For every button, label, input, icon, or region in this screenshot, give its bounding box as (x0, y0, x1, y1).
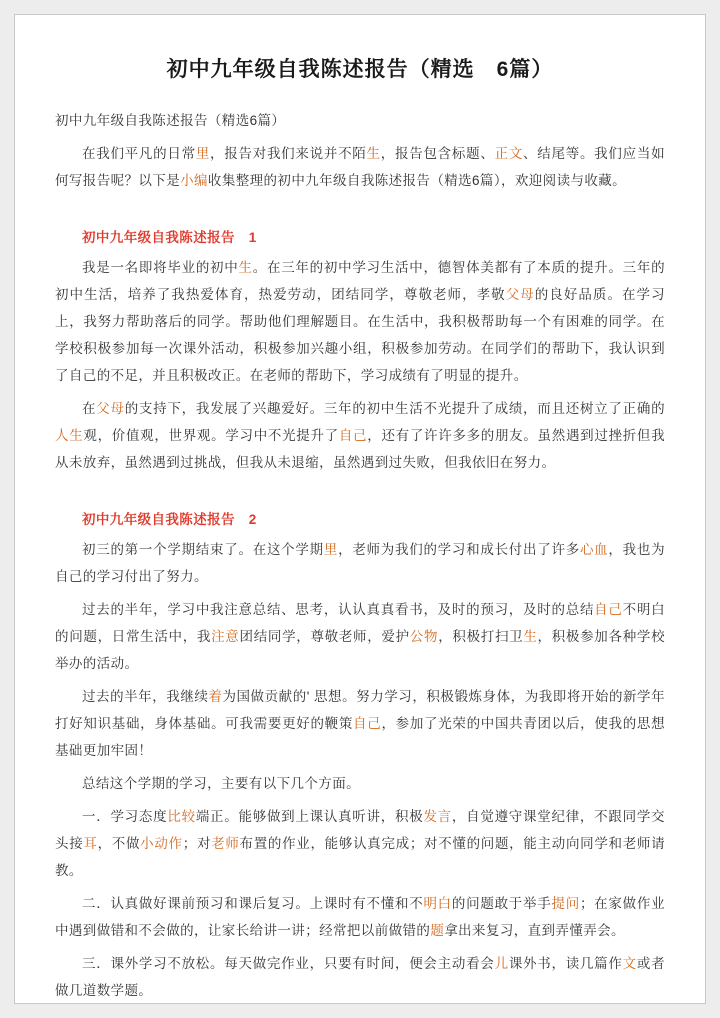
text-segment: 。在三年的初中学习生活中，德智体美都有了本质的提升。三年的初中生活，培养了我热爱体育，热爱劳动，团结同学，尊敬老师，孝敬 (55, 260, 665, 302)
text-segment: ，自觉遵守课堂纪律，不跟同学交头接 (55, 809, 665, 851)
text-segment: ，参加了光荣的中国共青团以后，使我的思想基础更加牢固！ (55, 716, 665, 758)
text-segment: 过去的半年，学习中我注意总结、思考，认认真真看书，及时的预习，及时的总结 (82, 602, 595, 617)
text-segment: 课外书，读几篇作 (508, 956, 623, 971)
text-segment: 或者做几道数学题。 (55, 956, 665, 998)
text-segment: 在 (82, 401, 97, 416)
highlighted-text: 老师 (211, 836, 240, 851)
text-segment: ，我也为自己的学习付出了努力。 (55, 542, 665, 584)
text-segment: 为国做贡献的' 思想。努力学习，积极锻炼身体，为我即将开始的新学年打好知识基础，身体基础。可我需要更好的鞭策 (55, 689, 665, 731)
highlighted-text: 公物 (409, 629, 439, 644)
paragraph (55, 536, 665, 590)
paragraph (55, 803, 665, 884)
paragraph (55, 596, 665, 677)
text-segment: 初三的第一个学期结束了。在这个学期 (82, 542, 324, 557)
text-segment: 我是一名即将毕业的初中 (82, 260, 239, 275)
highlighted-text: 人生 (55, 428, 84, 443)
text-segment: 初中九年级自我陈述报告 2 (82, 512, 257, 527)
text-segment: 三．课外学习不放松。每天做完作业，只要有时间，便会主动看会 (82, 956, 495, 971)
document-page (14, 14, 706, 1004)
paragraph (55, 770, 665, 797)
text-segment: 在我们平凡的日常 (82, 146, 196, 161)
highlighted-text: 儿 (494, 956, 509, 971)
text-segment: ；在家做作业中遇到做错和不会做的，让家长给讲一讲；经常把以前做错的 (55, 896, 665, 938)
highlighted-text: 小编 (180, 173, 208, 188)
text-segment: 的良好品质。在学习上，我努力帮助落后的同学。帮助他们理解题目。在生活中，我积极帮助每一个有困难的同学。在学校积极参加每一次课外活动，积极参加兴趣小组，积极参加劳动。在同学们的帮助下，我认识到了自己的不足，并且积极改正。在老师的帮助下，学习成绩有了明显的提升。 (55, 287, 665, 383)
text-segment: 二．认真做好课前预习和课后复习。上课时有不懂和不 (82, 896, 424, 911)
highlighted-text: 文 (622, 956, 637, 971)
highlighted-text: 自己 (353, 716, 382, 731)
text-segment: ；对 (182, 836, 212, 851)
paragraph (55, 890, 665, 944)
highlighted-text: 发言 (423, 809, 452, 824)
text-segment: 观，价值观，世界观。学习中不光提升了 (83, 428, 339, 443)
highlighted-text: 正文 (494, 146, 524, 161)
text-segment: 一．学习态度 (82, 809, 168, 824)
text-segment: 不明白的问题，日常生活中，我 (55, 602, 665, 644)
text-segment: 初中九年级自我陈述报告（精选6篇） (55, 113, 286, 128)
text-segment: 团结同学，尊敬老师，爱护 (239, 629, 410, 644)
text-segment: ，报告包含标题、 (380, 146, 495, 161)
paragraph (55, 254, 665, 389)
document-body (55, 107, 665, 1004)
highlighted-text: 注意 (211, 629, 240, 644)
highlighted-text: 父母 (96, 401, 125, 416)
text-segment: ，还有了许许多多的朋友。虽然遇到过挫折但我从未放弃，虽然遇到过挑战，但我从未退缩，虽然遇到过失败，但我依旧在努力。 (55, 428, 665, 470)
text-segment: 收集整理的初中九年级自我陈述报告（精选6篇），欢迎阅读与收藏。 (207, 173, 627, 188)
text-segment: 、结尾等。我们应当如何写报告呢？以下是 (55, 146, 665, 188)
text-segment: ，不做 (97, 836, 141, 851)
highlighted-text: 比较 (167, 809, 196, 824)
paragraph (55, 395, 665, 476)
highlighted-text: 生 (238, 260, 253, 275)
text-line (55, 107, 665, 134)
highlighted-text: 生 (366, 146, 381, 161)
text-segment: 初中九年级自我陈述报告 1 (82, 230, 257, 245)
text-segment: 布置的作业，能够认真完成；对不懂的问题，能主动向同学和老师请教。 (55, 836, 665, 878)
highlighted-text: 自己 (338, 428, 368, 443)
text-segment: 的支持下，我发展了兴趣爱好。三年的初中生活不光提升了成绩，而且还树立了正确的 (124, 401, 665, 416)
highlighted-text: 耳 (83, 836, 98, 851)
text-segment: ，积极参加各种学校举办的活动。 (55, 629, 665, 671)
text-segment: ，报告对我们来说并不陌 (210, 146, 367, 161)
text-segment: ，老师为我们的学习和成长付出了许多 (338, 542, 580, 557)
text-segment: 的问题敢于举手 (451, 896, 552, 911)
highlighted-text: 心血 (579, 542, 609, 557)
highlighted-text: 题 (430, 923, 445, 938)
highlighted-text: 自己 (594, 602, 623, 617)
document-title: 初中九年级自我陈述报告（精选 6篇） (166, 58, 554, 81)
highlighted-text: 里 (323, 542, 339, 557)
highlighted-text: 提问 (551, 896, 580, 911)
paragraph (55, 950, 665, 1004)
text-segment: 总结这个学期的学习，主要有以下几个方面。 (82, 776, 360, 791)
text-segment: 过去的半年，我继续 (82, 689, 209, 704)
text-segment: 拿出来复习，直到弄懂弄会。 (444, 923, 625, 938)
section-heading (55, 506, 665, 533)
text-segment: ，积极打扫卫 (438, 629, 524, 644)
highlighted-text: 父母 (505, 287, 535, 302)
paragraph (55, 140, 665, 194)
highlighted-text: 小动作 (140, 836, 183, 851)
paragraph (55, 683, 665, 764)
highlighted-text: 明白 (423, 896, 452, 911)
highlighted-text: 里 (195, 146, 211, 161)
section-heading (55, 224, 665, 251)
highlighted-text: 生 (523, 629, 538, 644)
text-segment: 端正。能够做到上课认真听讲，积极 (195, 809, 424, 824)
highlighted-text: 着 (208, 689, 223, 704)
